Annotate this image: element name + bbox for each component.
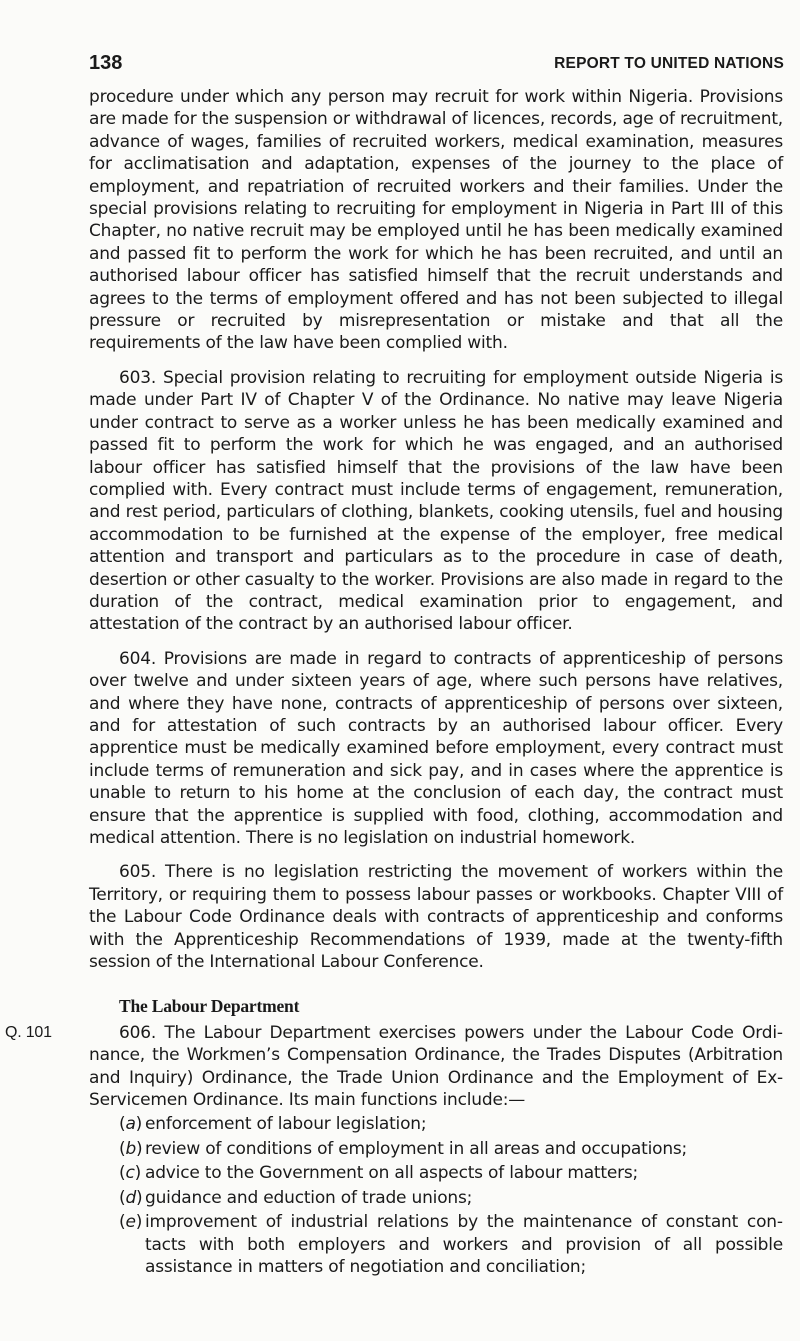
functions-list — [89, 1113, 783, 1278]
margin-question-ref: Q. 101 — [5, 1023, 52, 1041]
list-marker: (a) — [119, 1114, 143, 1135]
paragraph-606: 606. The Labour Department exercises powers under the Labour Code Ordinance, the Workmen’s Compensation Ordinance, the Trades Disputes (Arbitration and Inquiry) Ordinance, the Trade Union Ordinance and the Employment of Ex-Servicemen Ordinance. Its main functions include:— — [89, 1022, 783, 1111]
list-item — [89, 1211, 783, 1278]
paragraph-continuation: procedure under which any person may recruit for work within Nigeria. Provisions are made for the suspension or withdrawal of licences, records, age of recruitment, advance of wages, families of recruited workers, medical examination, measures for acclimatisation and adaptation, expenses of the journey to the place of employment, and repatriation of recruited workers and their families. Under the special provisions relating to recruiting for employment in Nigeria in Part III of this Chapter, no native recruit may be employed until he has been medically examined and passed fit to perform the work for which he has been recruited, and until an authorised labour officer has satisfied himself that the recruit understands and agrees to the terms of employment offered and has not been subjected to illegal pressure or recruited by misrepresentation or mistake and that all the requirements of the law have been complied with. — [89, 87, 783, 354]
list-item — [89, 1187, 783, 1209]
page-header — [89, 52, 784, 82]
running-head: REPORT TO UNITED NATIONS — [554, 55, 784, 72]
list-marker: (e) — [119, 1212, 143, 1233]
paragraph-606-block — [5, 1022, 783, 1112]
list-marker: (c) — [119, 1163, 142, 1184]
list-item-text: improvement of industrial relations by the maintenance of constant contacts with both employers and workers and provision of all possible assistance in matters of negotiation and conciliation; — [145, 1212, 783, 1277]
list-item — [89, 1113, 783, 1135]
paragraph-604: 604. Provisions are made in regard to contracts of apprenticeship of persons over twelve and under sixteen years of age, where such persons have relatives, and where they have none, contracts of apprenticeship of persons over sixteen, and for attestation of such contracts by an authorised labour officer. Every apprentice must be medically examined before employment, every contract must include terms of remuneration and sick pay, and in cases where the apprentice is unable to return to his home at the conclusion of each day, the contract must ensure that the apprentice is supplied with food, clothing, accommodation and medical attention. There is no legislation on industrial homework. — [89, 648, 783, 848]
list-item-text: enforcement of labour legislation; — [145, 1114, 427, 1135]
list-marker: (b) — [119, 1138, 143, 1159]
list-item-text: advice to the Government on all aspects of labour matters; — [145, 1163, 639, 1184]
paragraph-603: 603. Special provision relating to recruiting for employment outside Nigeria is made under Part IV of Chapter V of the Ordinance. No native may leave Nigeria under contract to serve as a worker unless he has been medically examined and passed fit to perform the work for which he was engaged, and an authorised labour officer has satisfied himself that the provisions of the law have been complied with. Every contract must include terms of engagement, remuneration, and rest period, particulars of clothing, blankets, cooking utensils, fuel and housing accommodation to be furnished at the expense of the employer, free medical attention and transport and particulars as to the procedure in case of death, desertion or other casualty to the worker. Provisions are also made in regard to the duration of the contract, medical examination prior to engagement, and attestation of the contract by an authorised labour officer. — [89, 367, 783, 635]
list-item — [89, 1162, 783, 1184]
page-number: 138 — [89, 52, 123, 74]
list-marker: (d) — [119, 1187, 143, 1208]
page-body — [5, 86, 783, 1280]
list-item-text: review of conditions of employment in all areas and occupations; — [145, 1138, 688, 1159]
section-heading: The Labour Department — [119, 996, 300, 1017]
paragraph-605: 605. There is no legislation restricting the movement of workers within the Territory, or requiring them to possess labour passes or workbooks. Chapter VIII of the Labour Code Ordinance deals with contracts of apprenticeship and conforms with the Apprenticeship Recommendations of 1939, made at the twenty-fifth session of the International Labour Conference. — [89, 862, 783, 973]
list-item — [89, 1138, 783, 1160]
list-item-text: guidance and eduction of trade unions; — [145, 1187, 473, 1208]
